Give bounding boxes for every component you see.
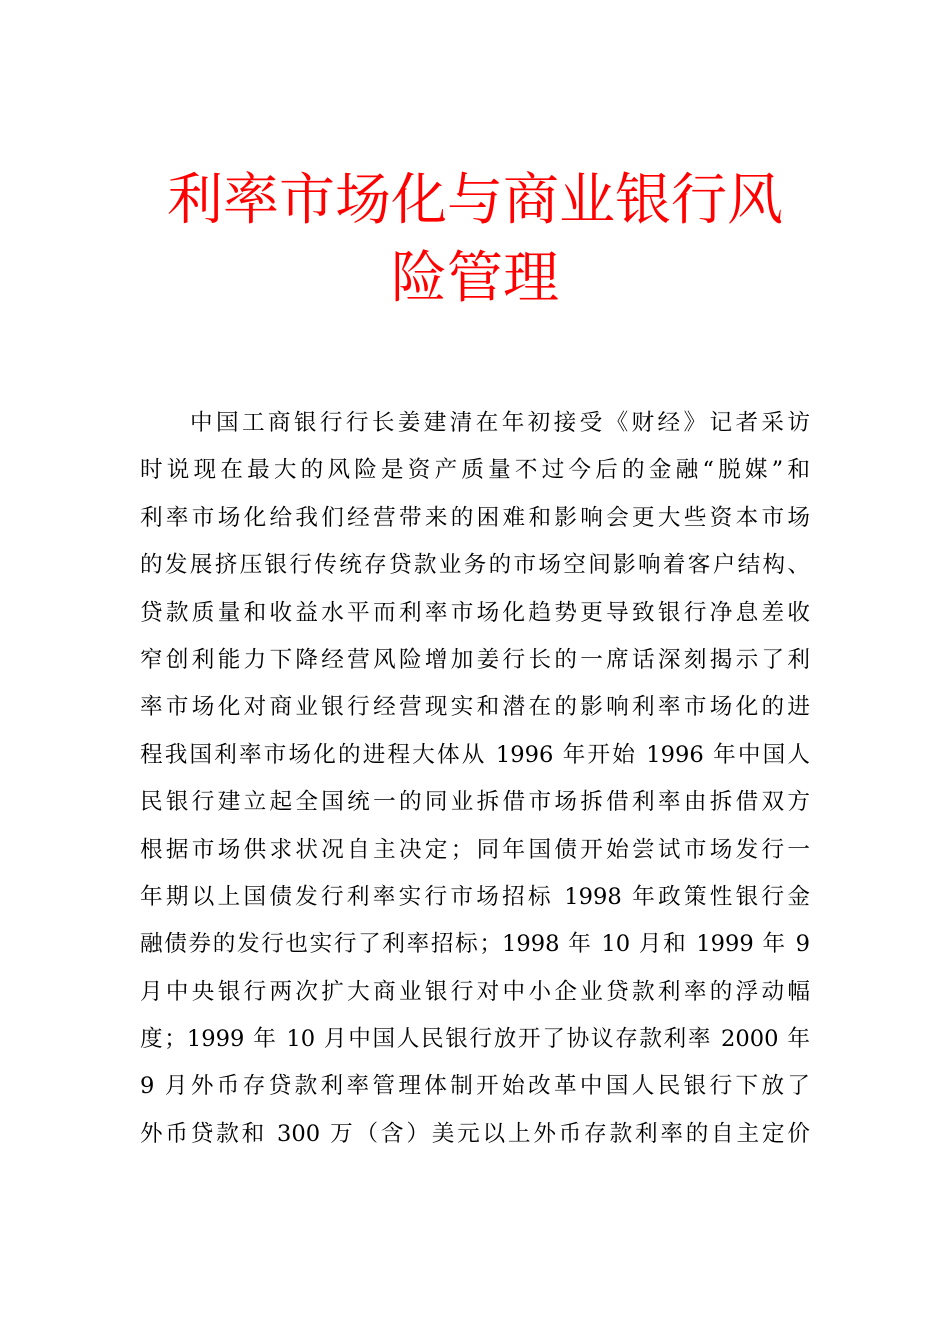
paragraph-line: 9 月外币存贷款利率管理体制开始改革中国人民银行下放了 bbox=[140, 1073, 810, 1100]
paragraph-line: 外币贷款和 300 万（含）美元以上外币存款利率的自主定价 bbox=[140, 1120, 810, 1147]
paragraph-line: 利率市场化给我们经营带来的困难和影响会更大些资本市场 bbox=[140, 504, 810, 531]
paragraph-line: 年期以上国债发行利率实行市场招标 1998 年政策性银行金 bbox=[140, 883, 810, 910]
paragraph-line: 民银行建立起全国统一的同业拆借市场拆借利率由拆借双方 bbox=[140, 789, 810, 816]
title-line-2: 险管理 bbox=[391, 245, 559, 311]
paragraph-line: 根据市场供求状况自主决定；同年国债开始尝试市场发行一 bbox=[140, 836, 810, 863]
paragraph-line: 贷款质量和收益水平而利率市场化趋势更导致银行净息差收 bbox=[140, 599, 810, 626]
paragraph-line: 时说现在最大的风险是资产质量不过今后的金融“脱媒”和 bbox=[140, 457, 810, 484]
document-title bbox=[0, 162, 950, 318]
paragraph-line: 窄创利能力下降经营风险增加姜行长的一席话深刻揭示了利 bbox=[140, 646, 810, 673]
paragraph-line: 的发展挤压银行传统存贷款业务的市场空间影响着客户结构、 bbox=[140, 552, 810, 579]
paragraph-line: 率市场化对商业银行经营现实和潜在的影响利率市场化的进 bbox=[140, 694, 810, 721]
paragraph-line: 融债券的发行也实行了利率招标；1998 年 10 月和 1999 年 9 bbox=[140, 931, 810, 958]
title-line-1: 利率市场化与商业银行风 bbox=[167, 167, 783, 233]
paragraph-line: 程我国利率市场化的进程大体从 1996 年开始 1996 年中国人 bbox=[140, 741, 810, 768]
body-paragraph bbox=[140, 400, 810, 1158]
paragraph-line: 度；1999 年 10 月中国人民银行放开了协议存款利率 2000 年 bbox=[140, 1026, 810, 1053]
paragraph-line: 中国工商银行行长姜建清在年初接受《财经》记者采访 bbox=[190, 410, 810, 436]
paragraph-line: 月中央银行两次扩大商业银行对中小企业贷款利率的浮动幅 bbox=[140, 978, 810, 1005]
